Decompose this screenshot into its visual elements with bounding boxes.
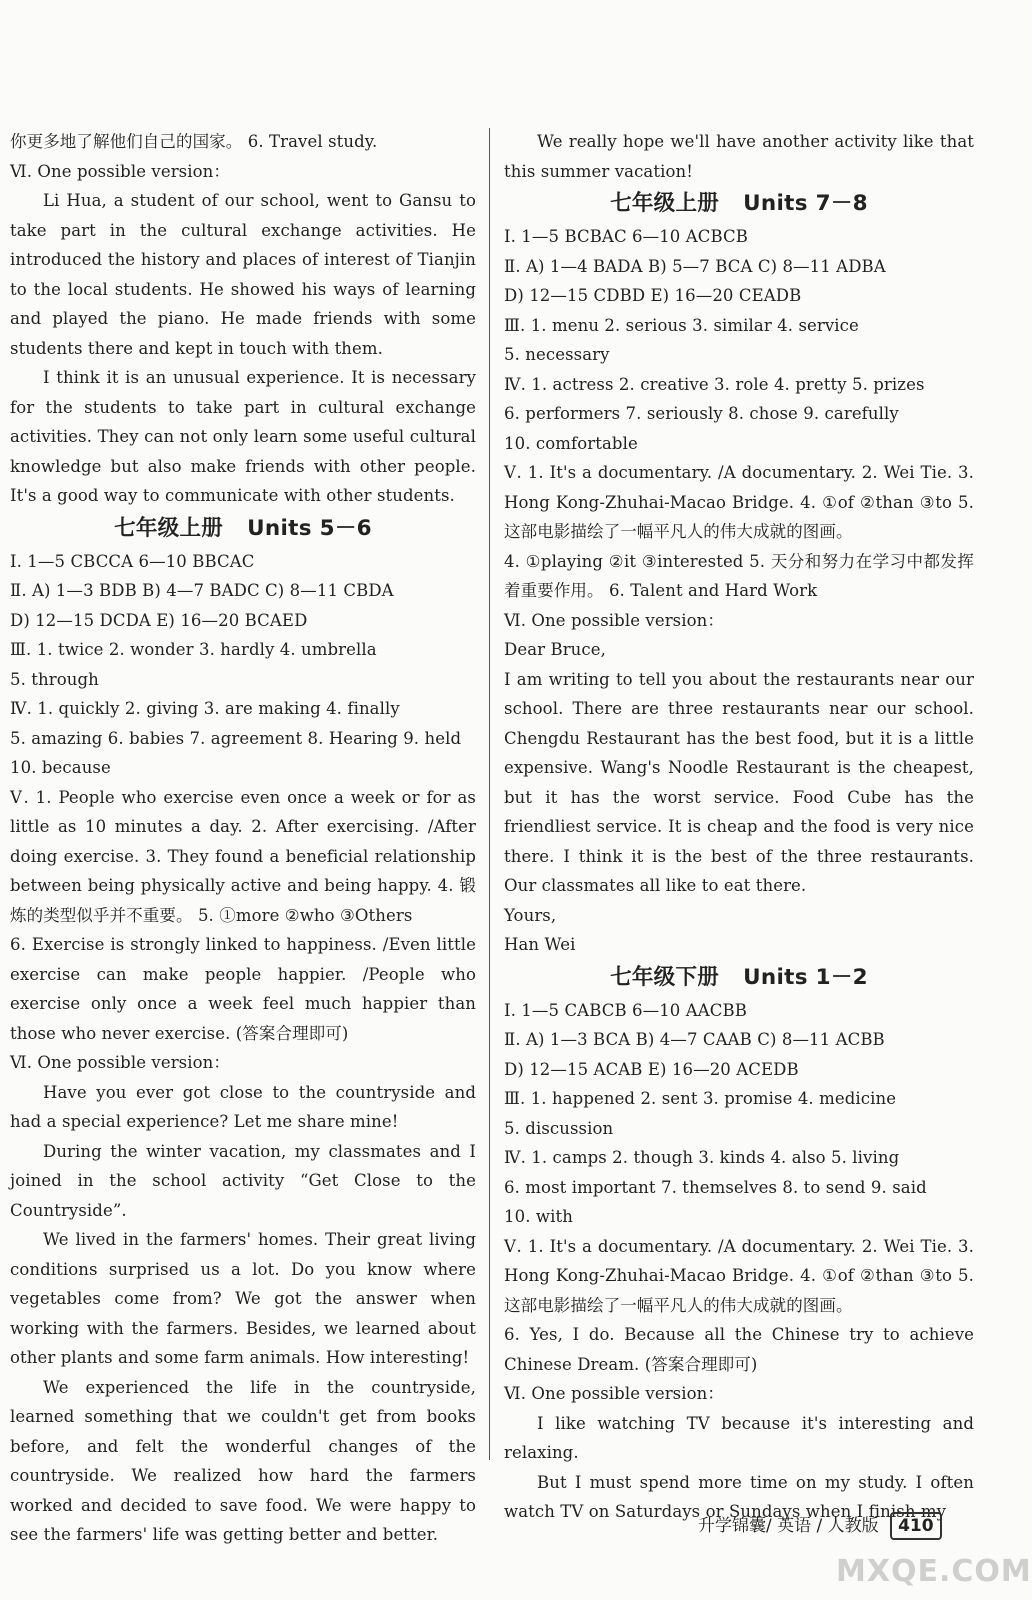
answer-line: Ⅱ. A) 1—4 BADA B) 5—7 BCA C) 8—11 ADBA [504,256,886,276]
answer-line: Ⅳ. 1. actress 2. creative 3. role 4. pretty 5. prizes [504,374,925,394]
section-label: Ⅵ. One possible version： [10,161,230,181]
page-footer [698,1509,988,1543]
column-divider [489,128,490,1460]
answer-line: Ⅰ. 1—5 BCBAC 6—10 ACBCB [504,227,748,246]
heading-title: 七年级上册 [610,191,720,216]
essay-paragraph: We lived in the farmers' homes. Their great living conditions surprised us a lot. Do you know where vegetables come from? We got the answer when working with the farmers. Besides, we learned about other plants and some farm animals. How interesting! [10,1230,476,1367]
answer-paragraph: Ⅴ. 1. It's a documentary. /A documentary. 2. Wei Tie. 3. Hong Kong-Zhuhai-Macao Bridge. 4. ①of ②than ③to 5. 这部电影描绘了一幅平凡人的伟大成就的图画。 [504,1236,974,1315]
section-heading [504,960,974,996]
right-column [504,127,974,1527]
answer-line: D) 12—15 ACAB E) 16—20 ACEDB [504,1059,799,1079]
answer-line: Ⅳ. 1. quickly 2. giving 3. are making 4. finally [10,699,400,718]
answer-line: Ⅰ. 1—5 CBCCA 6—10 BBCAC [10,551,255,571]
watermark: MXQE.COM [836,1554,1032,1589]
answer-line: D) 12—15 DCDA E) 16—20 BCAED [10,610,308,630]
heading-units: Units 5－6 [247,515,372,541]
essay-paragraph: But I must spend more time on my study. I often watch TV on Saturdays or Sundays when I finish my [504,1472,974,1521]
section-label: Ⅵ. One possible version： [504,610,724,630]
answer-line: 10. with [504,1207,573,1226]
heading-title: 七年级上册 [114,515,224,541]
text-line: 你更多地了解他们自己的国家。 6. Travel study. [10,132,378,151]
answer-line: Ⅰ. 1—5 CABCB 6—10 AACBB [504,1000,747,1020]
letter-greeting: Dear Bruce, [504,640,606,659]
section-heading [504,186,974,222]
answer-paragraph: 6. Yes, I do. Because all the Chinese try to achieve Chinese Dream. (答案合理即可) [504,1325,974,1374]
answer-paragraph: 6. Exercise is strongly linked to happiness. /Even little exercise can make people happier. /People who exercise only once a week feel much happier than those who never exercise. (答案合理即可) [10,935,476,1043]
answer-line: 10. comfortable [504,433,638,453]
heading-units: Units 7－8 [743,191,868,216]
answer-line: 5. discussion [504,1118,614,1138]
essay-paragraph: We really hope we'll have another activity like that this summer vacation! [504,132,974,181]
essay-paragraph: During the winter vacation, my classmates and I joined in the school activity “Get Close to the Countryside”. [10,1141,476,1220]
answer-line: 10. because [10,758,111,777]
essay-paragraph: I think it is an unusual experience. It is necessary for the students to take part in cultural exchange activities. They can not only learn some useful cultural knowledge but also make friends with other people. It's a good way to communicate with other students. [10,368,476,505]
answer-line: 5. necessary [504,345,610,364]
answer-line: Ⅱ. A) 1—3 BCA B) 4—7 CAAB C) 8—11 ACBB [504,1030,885,1049]
letter-signature: Han Wei [504,935,576,954]
essay-paragraph: I like watching TV because it's interesting and relaxing. [504,1413,974,1462]
essay-paragraph: Li Hua, a student of our school, went to Gansu to take part in the cultural exchange activities. He introduced the history and places of interest of Tianjin to the local students. He showed his ways of learning and played the piano. He made friends with some students there and kept in touch with them. [10,191,476,358]
section-heading [10,511,476,547]
answer-line: Ⅲ. 1. twice 2. wonder 3. hardly 4. umbrella [10,640,377,659]
answer-line: 5. amazing 6. babies 7. agreement 8. Hearing 9. held [10,728,462,748]
answer-line: Ⅱ. A) 1—3 BDB B) 4—7 BADC C) 8—11 CBDA [10,581,394,600]
answer-line: Ⅳ. 1. camps 2. though 3. kinds 4. also 5. living [504,1148,900,1167]
answer-paragraph: 4. ①playing ②it ③interested 5. 天分和努力在学习中都发挥着重要作用。 6. Talent and Hard Work [504,551,974,600]
answer-line: 5. through [10,669,99,689]
answer-line: D) 12—15 CDBD E) 16—20 CEADB [504,286,802,305]
answer-line: 6. performers 7. seriously 8. chose 9. carefully [504,404,899,423]
answer-line: Ⅲ. 1. happened 2. sent 3. promise 4. medicine [504,1089,897,1108]
heading-units: Units 1－2 [743,964,868,990]
essay-paragraph: Have you ever got close to the countryside and had a special experience? Let me share mine! [10,1082,476,1131]
answer-paragraph: Ⅴ. 1. People who exercise even once a week or for as little as 10 minutes a day. 2. After exercising. /After doing exercise. 3. They found a beneficial relationship between being physically active and being happy. 4. 锻炼的类型似乎并不重要。 5. ①more ②who ③Others [10,787,476,925]
page-number: 410 [890,1512,942,1540]
section-label: Ⅵ. One possible version： [504,1384,724,1403]
book-title: 升学锦囊/ 英语 / 人教版 [698,1516,879,1536]
answer-line: 6. most important 7. themselves 8. to send 9. said [504,1177,927,1197]
left-column [10,127,476,1550]
essay-paragraph: We experienced the life in the countryside, learned something that we couldn't get from books before, and felt the wonderful changes of the countryside. We realized how hard the farmers worked and decided to save food. We were happy to see the farmers' life was getting better and better. [10,1377,476,1544]
heading-title: 七年级下册 [610,964,720,990]
letter-body: I am writing to tell you about the restaurants near our school. There are three restaurants near our school. Chengdu Restaurant has the best food, but it is a little expensive. Wang's Noodle Restaurant is the cheapest, but it has the worst service. Food Cube has the friendliest service. It is cheap and the food is very nice there. I think it is the best of the three restaurants. Our classmates all like to eat there. [504,669,974,895]
answer-paragraph: Ⅴ. 1. It's a documentary. /A documentary. 2. Wei Tie. 3. Hong Kong-Zhuhai-Macao Bridge. 4. ①of ②than ③to 5. 这部电影描绘了一幅平凡人的伟大成就的图画。 [504,463,974,541]
letter-closing: Yours, [504,905,557,925]
section-label: Ⅵ. One possible version： [10,1053,230,1072]
answer-line: Ⅲ. 1. menu 2. serious 3. similar 4. service [504,315,859,335]
